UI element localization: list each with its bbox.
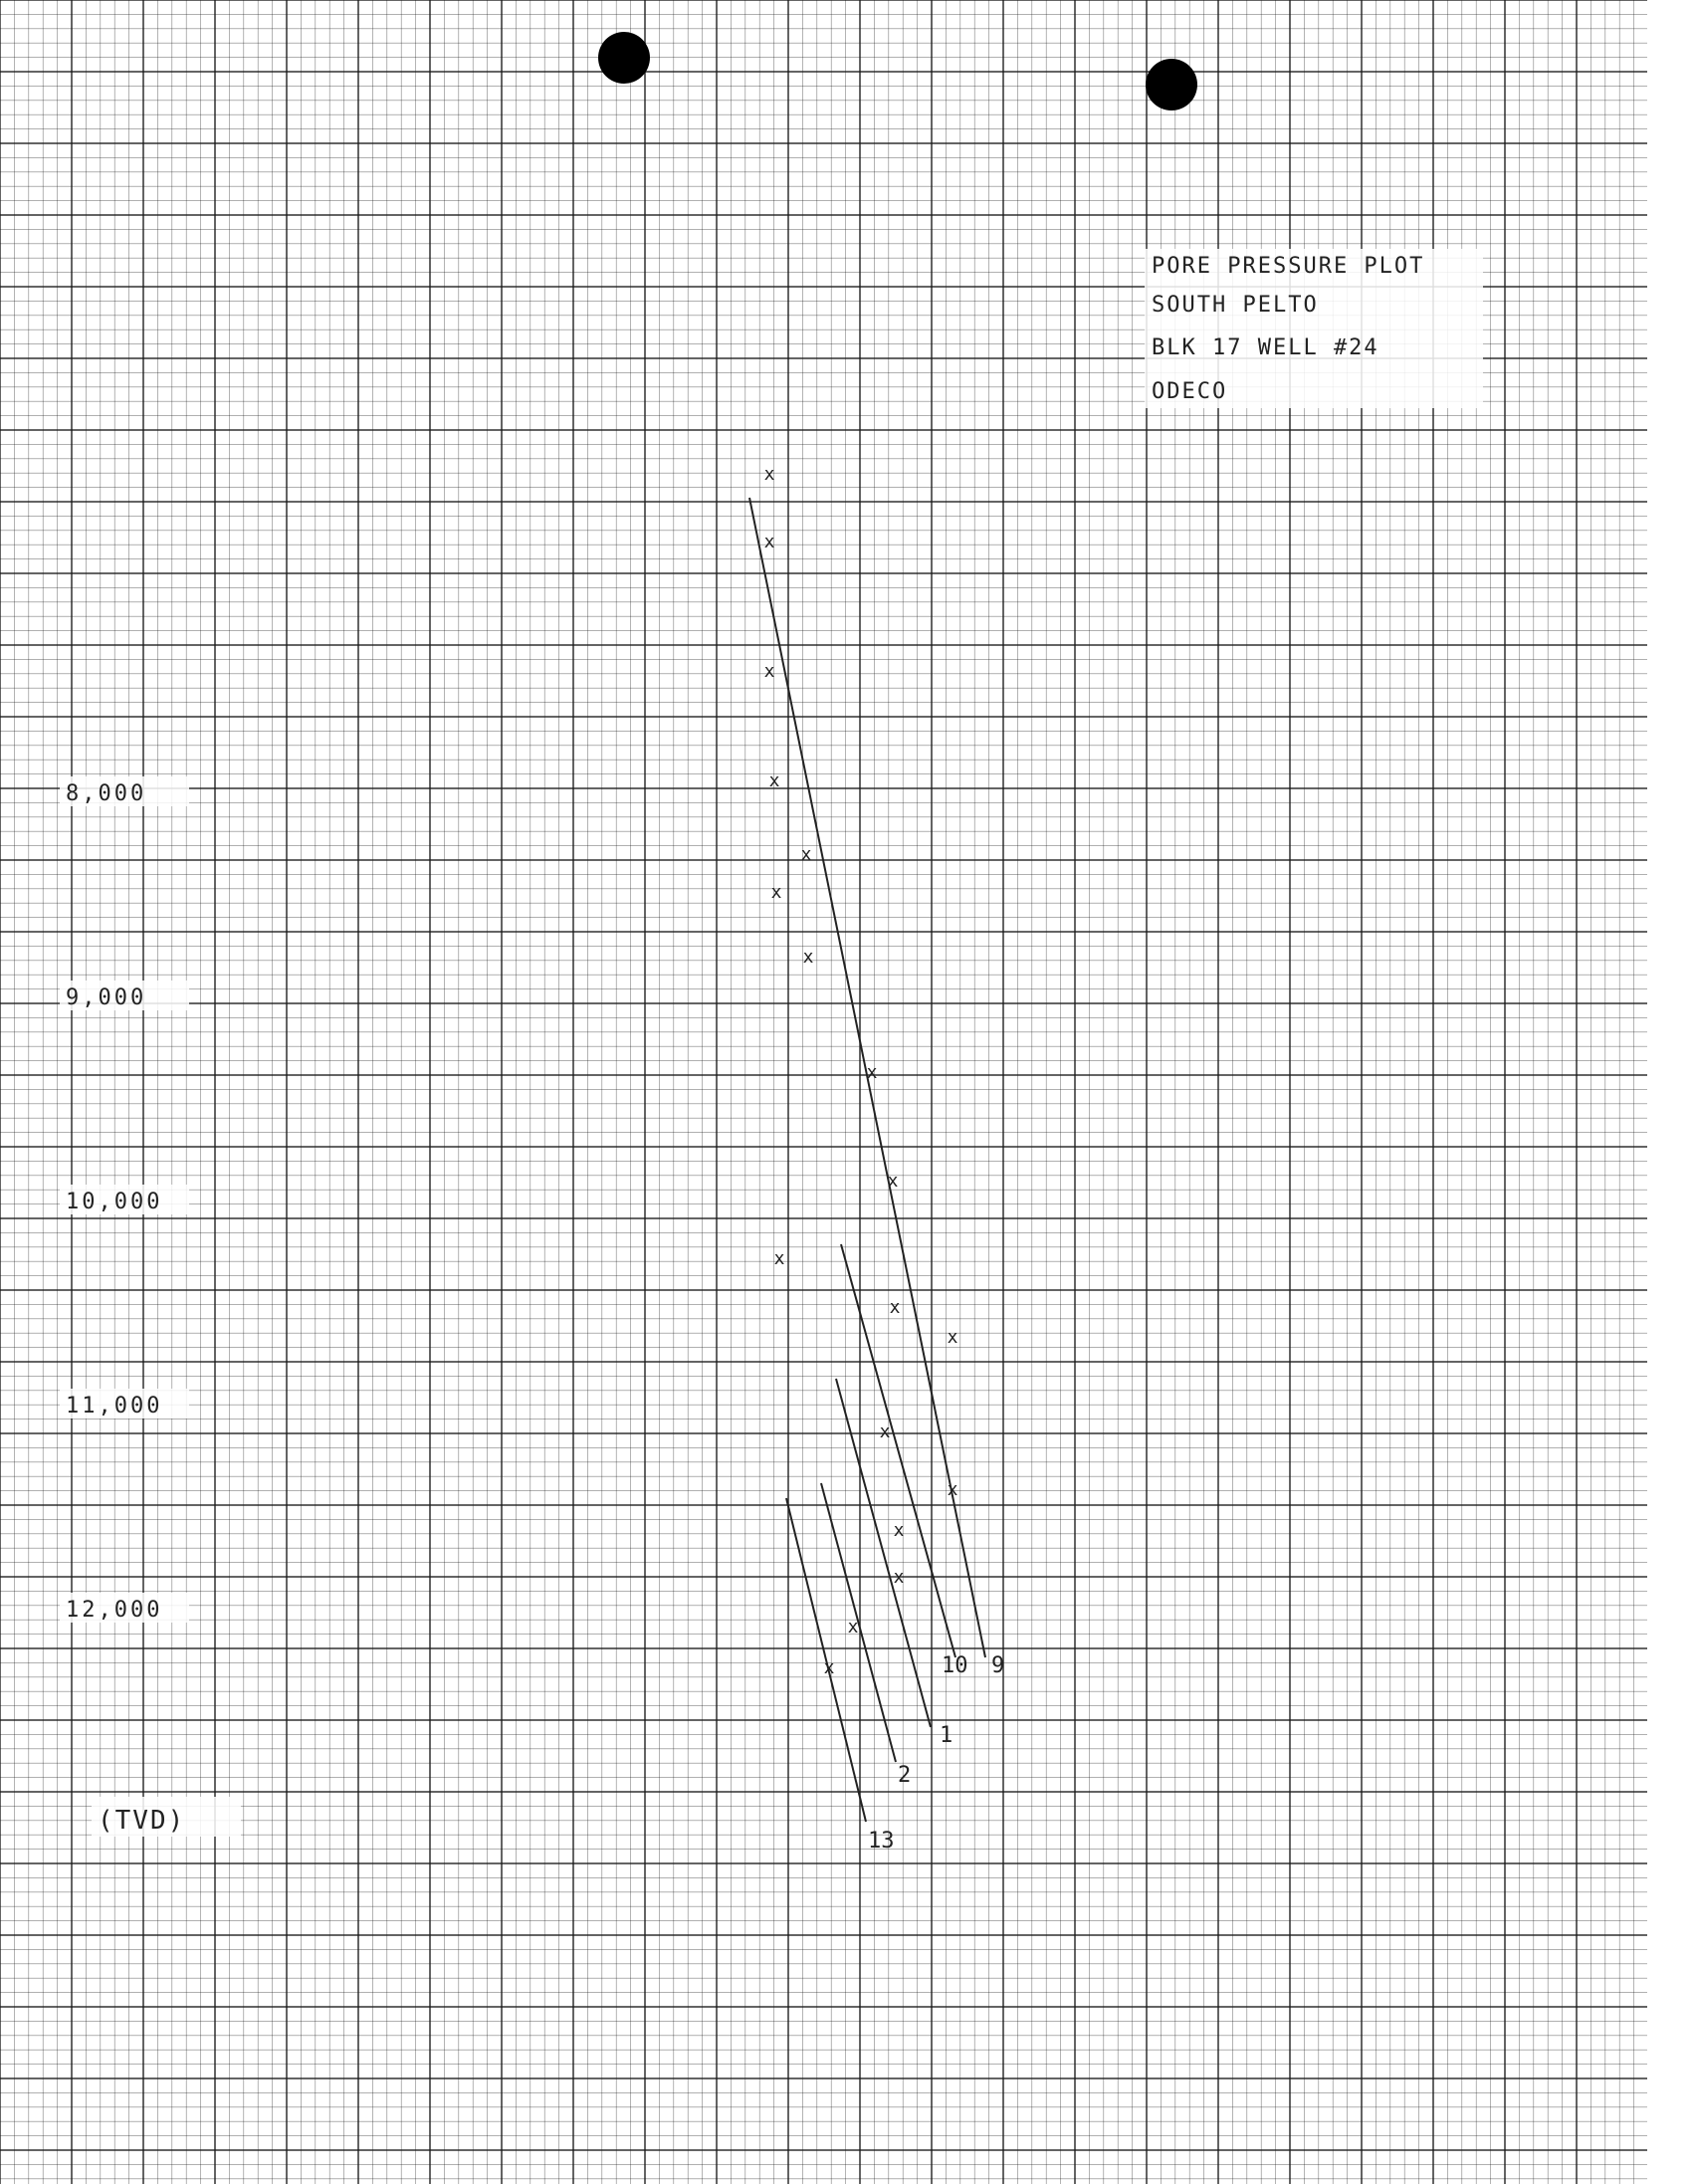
- contour-label-10: 10: [942, 1653, 968, 1678]
- data-point: x: [773, 1248, 785, 1269]
- y-tick-label: 12,000: [66, 1598, 163, 1623]
- data-point: x: [763, 464, 775, 485]
- data-point: x: [770, 882, 782, 903]
- data-point: x: [768, 770, 780, 791]
- contour-label-13: 13: [868, 1829, 895, 1854]
- data-point: x: [763, 661, 775, 682]
- data-point: x: [893, 1567, 905, 1588]
- y-tick-label: 11,000: [66, 1394, 163, 1419]
- title-line-3: BLK 17 WELL #24: [1152, 335, 1379, 360]
- data-point: x: [763, 532, 775, 552]
- title-block: [1145, 249, 1483, 408]
- binder-hole-left: [598, 32, 650, 84]
- data-point: x: [800, 844, 812, 865]
- contour-label-9: 9: [991, 1653, 1005, 1678]
- data-point: x: [866, 1062, 878, 1083]
- title-line-4: ODECO: [1152, 379, 1228, 404]
- y-tick-label: 9,000: [66, 985, 147, 1010]
- title-line-1: PORE PRESSURE PLOT: [1152, 254, 1425, 279]
- binder-hole-right: [1146, 59, 1197, 110]
- data-point: x: [889, 1297, 901, 1318]
- y-tick-label: 8,000: [66, 781, 147, 806]
- data-point: x: [893, 1520, 905, 1541]
- data-point: x: [947, 1479, 958, 1500]
- title-line-2: SOUTH PELTO: [1152, 293, 1319, 318]
- y-axis-label: (TVD): [98, 1806, 186, 1836]
- data-point: x: [947, 1327, 958, 1348]
- data-point: x: [823, 1657, 835, 1678]
- data-point: x: [879, 1421, 891, 1442]
- contour-label-2: 2: [898, 1763, 912, 1788]
- contour-label-1: 1: [940, 1723, 953, 1748]
- data-point: x: [887, 1171, 899, 1192]
- data-point: x: [802, 947, 814, 968]
- data-point: x: [847, 1617, 859, 1638]
- y-tick-label: 10,000: [66, 1190, 163, 1214]
